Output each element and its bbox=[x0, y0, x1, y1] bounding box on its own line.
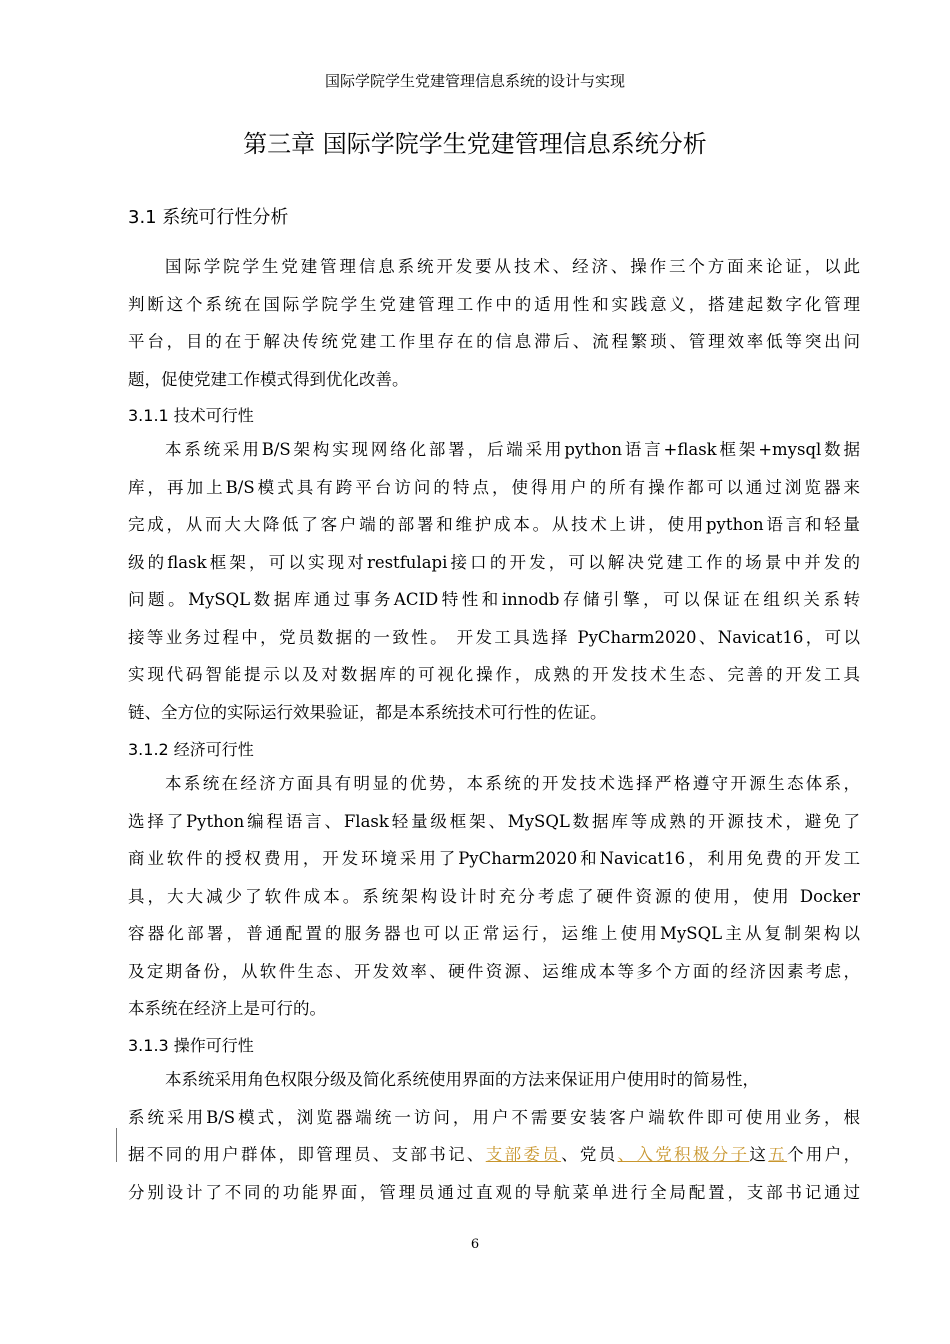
tracked-insertion[interactable]: 支部委员 bbox=[485, 1145, 562, 1164]
text-line: 本系统在经济上是可行的。 bbox=[128, 999, 326, 1018]
subsection-heading-technical: 3.1.1 技术可行性 bbox=[128, 406, 254, 425]
technical-paragraph bbox=[128, 431, 860, 731]
text-line: 实现代码智能提示以及对数据库的可视化操作，成熟的开发技术生态、完善的开发工具 bbox=[128, 665, 860, 684]
text-line: 及定期备份，从软件生态、开发效率、硬件资源、运维成本等多个方面的经济因素考虑， bbox=[128, 961, 860, 981]
text-line: 选择了Python编程语言、Flask轻量级框架、MySQL数据库等成熟的开源技术，避免了 bbox=[128, 811, 860, 831]
text-line: 本系统采用B/S架构实现网络化部署，后端采用python语言+flask框架+mysql数据 bbox=[165, 440, 860, 459]
text-line: 题，促使党建工作模式得到优化改善。 bbox=[128, 369, 409, 389]
text-line: 容器化部署，普通配置的服务器也可以正常运行，运维上使用MySQL主从复制架构以 bbox=[128, 924, 860, 943]
text-line: 判断这个系统在国际学院学生党建管理工作中的适用性和实践意义，搭建起数字化管理 bbox=[128, 294, 860, 314]
text-line: 国际学院学生党建管理信息系统开发要从技术、经济、操作三个方面来论证，以此 bbox=[165, 257, 860, 276]
tracked-insertion[interactable]: 五 bbox=[768, 1145, 788, 1164]
text-line: 系统采用B/S模式，浏览器端统一访问，用户不需要安装客户端软件即可使用业务，根 bbox=[128, 1107, 860, 1127]
text-line: 链、全方位的实际运行效果验证，都是本系统技术可行性的佐证。 bbox=[128, 702, 607, 722]
text-segment: 、党员 bbox=[561, 1145, 618, 1164]
text-line: 接等业务过程中，党员数据的一致性。 开发工具选择 PyCharm2020、Navicat16，可以 bbox=[128, 627, 860, 647]
text-segment: 这 bbox=[749, 1145, 769, 1164]
text-segment: 个用户， bbox=[787, 1145, 860, 1164]
text-line: 级的flask框架，可以实现对restfulapi接口的开发，可以解决党建工作的场景中并发的 bbox=[128, 552, 860, 572]
chapter-title: 第三章 国际学院学生党建管理信息系统分析 bbox=[243, 130, 707, 158]
subsection-heading-economic: 3.1.2 经济可行性 bbox=[128, 740, 254, 759]
text-line: 商业软件的授权费用，开发环境采用了PyCharm2020和Navicat16，利用免费的开发工 bbox=[128, 849, 860, 868]
section-heading: 3.1 系统可行性分析 bbox=[128, 207, 289, 228]
text-line: 库，再加上B/S模式具有跨平台访问的特点，使得用户的所有操作都可以通过浏览器来 bbox=[128, 477, 860, 497]
text-segment: 据不同的用户群体，即管理员、支部书记、 bbox=[128, 1145, 486, 1164]
text-line: 分别设计了不同的功能界面，管理员通过直观的导航菜单进行全局配置，支部书记通过 bbox=[128, 1182, 860, 1202]
text-line: 本系统在经济方面具有明显的优势，本系统的开发技术选择严格遵守开源生态体系， bbox=[165, 774, 860, 793]
revision-change-bar bbox=[116, 1128, 117, 1162]
intro-paragraph bbox=[128, 248, 860, 398]
tracked-insertion[interactable]: 、入党积极分子 bbox=[617, 1145, 750, 1164]
subsection-heading-operational: 3.1.3 操作可行性 bbox=[128, 1036, 254, 1055]
text-line: 具，大大减少了软件成本。系统架构设计时充分考虑了硬件资源的使用，使用 Docker bbox=[128, 886, 860, 906]
running-header: 国际学院学生党建管理信息系统的设计与实现 bbox=[324, 72, 625, 90]
page-number: 6 bbox=[470, 1237, 480, 1252]
text-line: 完成，从而大大降低了客户端的部署和维护成本。从技术上讲，使用python语言和轻量 bbox=[128, 515, 860, 534]
operational-paragraph bbox=[128, 1061, 860, 1211]
text-line: 问题。MySQL数据库通过事务ACID特性和innodb存储引擎，可以保证在组织关系转 bbox=[128, 590, 860, 609]
economic-paragraph bbox=[128, 765, 860, 1028]
text-line: 平台，目的在于解决传统党建工作里存在的信息滞后、流程繁琐、管理效率低等突出问 bbox=[128, 332, 860, 351]
text-line-with-revisions bbox=[128, 1136, 860, 1174]
text-line: 本系统采用角色权限分级及简化系统使用界面的方法来保证用户使用时的简易性， bbox=[165, 1070, 759, 1089]
